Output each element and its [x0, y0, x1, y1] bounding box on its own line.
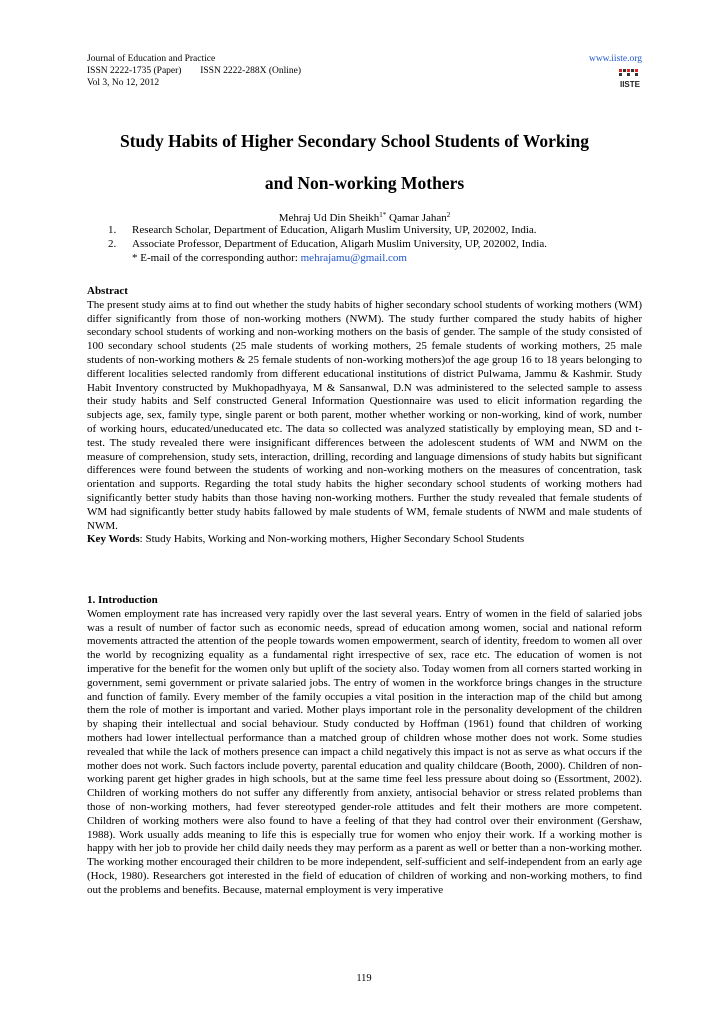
email-link[interactable]: mehrajamu@gmail.com [300, 252, 407, 264]
volume-info: Vol 3, No 12, 2012 [87, 78, 160, 88]
issn-online: ISSN 2222-288X (Online) [200, 66, 302, 76]
issn-paper: ISSN 2222-1735 (Paper) [87, 66, 182, 76]
iiste-logo [618, 66, 642, 90]
abstract-section [87, 285, 642, 547]
journal-url-link[interactable]: www.iiste.org [588, 54, 642, 64]
page-number: 119 [356, 973, 372, 984]
author-1-superscript: 1* [379, 211, 387, 219]
introduction-heading: 1. Introduction [87, 594, 158, 606]
journal-header [87, 53, 642, 89]
affiliation-item [108, 237, 648, 251]
keywords-text: : Study Habits, Working and Non-working mothers, Higher Secondary School Students [139, 533, 525, 546]
abstract-heading: Abstract [87, 285, 128, 297]
author-2: Qamar Jahan [389, 212, 447, 224]
title-line-1: Study Habits of Higher Secondary School Students of Working [119, 131, 590, 151]
keywords-line [87, 533, 642, 547]
affiliation-number: 1. [108, 224, 117, 236]
abstract-text: The present study aims at to find out whether the study habits of higher secondary school students of working mothers (WM) differ significantly from those of non-working mothers (NWM). The study further compared the study habits of higher secondary school students of working and non-working mothers on the basis of gender. The sample of the study consisted of 100 secondary school students (25 male students of working mothers, 25 female students of working mothers, 25 male students of non-working mothers & 25 female students of non-working mothers)of the age group 16 to 18 years belonging to different localities selected randomly from different educational institutions of district Pulwama, Jammu & Kashmir. Study Habit Inventory constructed by Mukhopadhyaya, M & Sansanwal, D.N was administered to the selected sample to assess their study habits and Self constructed General Information Questionnaire was used to elicit information regarding the subjects age, sex, family type, single parent or both parent, mother whether working or non-working, kind of work, number of working hours, educated/uneducated etc. The data so collected was analyzed statistically by employing mean, SD and t-test. The study revealed there were insignificant differences between the adolescent students of WM and NWM on the measure of comprehension, study sets, interaction, drilling, recording and language dimensions of study habits but significant differences were found between the students of working and non-working mothers on the measures of concentration, task orientation and supports. Regarding the total study habits the higher secondary school students of working mothers had significantly better study habits than those having non-working mothers. Further the study revealed that female students of WM had significantly better study habits fallowed by male students of WM, female students of NWM and male students of NWM. [87, 298, 642, 532]
svg-text:IISTE: IISTE [619, 80, 641, 89]
affiliation-text: Research Scholar, Department of Education, Aligarh Muslim University, UP, 202002, India. [132, 224, 537, 236]
email-label: * E-mail of the corresponding author: [132, 252, 298, 264]
affiliation-text: Associate Professor, Department of Education, Aligarh Muslim University, UP, 202002, India. [132, 238, 547, 250]
author-2-superscript: 2 [446, 211, 451, 219]
journal-name: Journal of Education and Practice [87, 54, 216, 64]
title-line-2: and Non-working Mothers [264, 173, 465, 193]
paper-title [87, 130, 642, 194]
iiste-logo-icon [618, 66, 642, 90]
affiliations [108, 223, 648, 265]
introduction-section [87, 594, 642, 898]
affiliation-number: 2. [108, 238, 117, 250]
keywords-label: Key Words [87, 533, 140, 546]
corresponding-email-line [108, 251, 648, 265]
author-1: Mehraj Ud Din Sheikh [278, 212, 380, 224]
introduction-text: Women employment rate has increased very rapidly over the last several years. Entry of women in the field of salaried jobs was a result of number of factor such as economic needs, spread of education among women, social and national reform movements attracted the attention of the people towards women empowerment, search of identity, freedom to women all over the world by recognizing equality as a fundamental right irrespective of sex, race etc. The education of women is not imperative for the benefit for the women only but uplift of the society also. Today women from all corners started working in government, semi government or private salaried jobs. The entry of women in the workforce brings changes in the structure and function of family. Every member of the family occupies a vital position in the interaction map of the child but among them the role of mother is important and varied. Mother plays important role in the personality development of the children by shaping their intellectual and social behaviour. Study conducted by Hoffman (1961) found that children of working mothers had lower intellectual performance than a matched group of children whose mother does not work. Some studies revealed that while the lack of mothers presence can impact a child negatively this impact is not as serve as what occurs if the mother does not work. Such factors include poverty, parental education and quality childcare (Booth, 2000). Children of non-working parent get higher grades in high schools, but at the same time feel less pressure about doing so (Essortment, 2002). Children of working mothers do not suffer any differently from anxiety, antisocial behavior or stress related problems than those of non-working mothers, had fever stereotyped gender-role attitudes and felt their mothers are more competent. Children of working mothers were also found to have a feeling of that they had control over their environment (Gershaw, 1988). Work usually adds meaning to life this is especially true for women who enjoy their work. If a working mother is happy with her job to provide her child daily needs they may perform as a parent as well or better than a non-working mother. The working mother encouraged their children to be more independent, self-sufficient and self-independent from an early age (Hock, 1980). Researchers got interested in the field of education of children of working and non-working mothers, to find out the problems and benefits. Because, maternal employment is very imperative [87, 607, 642, 896]
affiliation-item [108, 223, 648, 237]
